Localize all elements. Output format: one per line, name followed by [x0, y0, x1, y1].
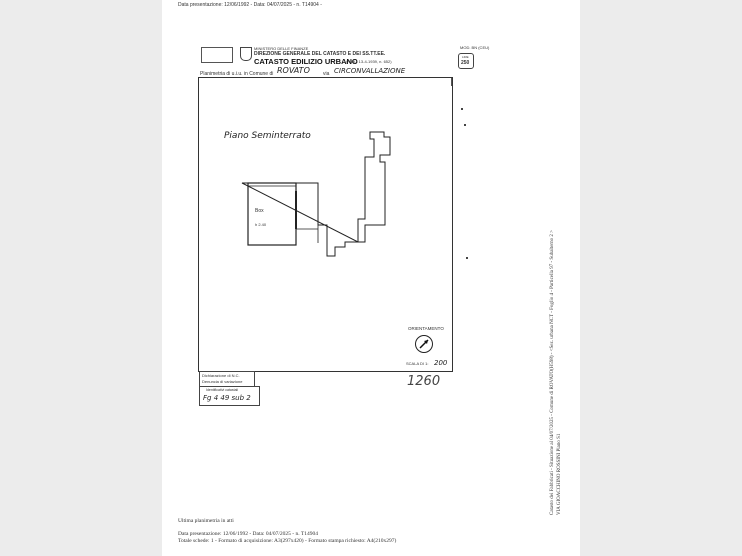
stamp-box [201, 47, 233, 63]
totals-footer: Totale schede: 1 - Formato di acquisizione: A3(297x420) - Formato stampa richiesto: A4(210x297) [178, 538, 397, 544]
model-code: MOD. BN (CEU) [460, 45, 490, 50]
emblem-icon [240, 47, 252, 61]
document-page [162, 0, 580, 556]
form-header [198, 45, 490, 73]
variation-label: Denuncia di variazione [202, 379, 243, 384]
lire-box [458, 53, 474, 69]
identifiers-value: Fg 4 49 sub 2 [203, 394, 251, 402]
identifiers-label: Identificativi catastali [206, 388, 239, 392]
orientation-label: ORIENTAMENTO [408, 326, 444, 331]
planimetry-label: Planimetria di u.i.u. in Comune di [200, 71, 274, 77]
declaration-box [199, 371, 255, 387]
mark-dot [461, 108, 463, 110]
mark-dot [464, 124, 466, 126]
identifiers-box [199, 386, 260, 406]
ministry-label: MINISTERO DELLE FINANZE [254, 46, 309, 51]
via-value: CIRCONVALLAZIONE [334, 67, 406, 75]
floor-label: Piano Seminterrato [224, 131, 311, 141]
frame-tick-top [451, 78, 452, 86]
room-height: h 2.40 [255, 222, 267, 227]
box-room [248, 183, 296, 245]
via-label: via [323, 71, 330, 77]
direction-label: DIREZIONE GENERALE DEL CATASTO E DEI SS.TT.EE. [254, 51, 386, 57]
side-address-text: VIA GIOACCHINO ROSSINI Piano S1 [557, 433, 562, 515]
presentation-footer: Data presentazione: 12/06/1992 - Data: 04/07/2025 - n. T14904 [178, 531, 318, 537]
north-arrow-icon [415, 335, 433, 353]
mark-dot [466, 257, 468, 259]
scale-value: 200 [434, 359, 448, 367]
lire-label: LIRE [462, 55, 469, 59]
building-outline [242, 132, 390, 256]
scale-label: SCALA DI 1: [406, 361, 429, 366]
lire-value: 250 [461, 60, 470, 66]
presentation-header: Data presentazione: 12/06/1992 - Data: 04/07/2025 - n. T14904 - [178, 2, 322, 8]
side-situation-text: Catasto dei Fabbricati - Situazione al 04/07/2025 - Comune di ROVATO(H598) - <Sez. urbana NCT - Foglio 4 - Particella 97 - Subalterno 2 > [550, 230, 555, 515]
room-label: Box [255, 208, 264, 214]
declaration-label: Dichiarazione di N.C. [202, 373, 240, 378]
law-label: (R.DL. 13-4-1939, n. 652) [346, 59, 392, 64]
form-title: CATASTO EDILIZIO URBANO [254, 57, 358, 66]
handwritten-number: 1260 [407, 374, 441, 389]
last-plan-label: Ultima planimetria in atti [178, 518, 234, 524]
comune-value: ROVATO [277, 66, 310, 75]
